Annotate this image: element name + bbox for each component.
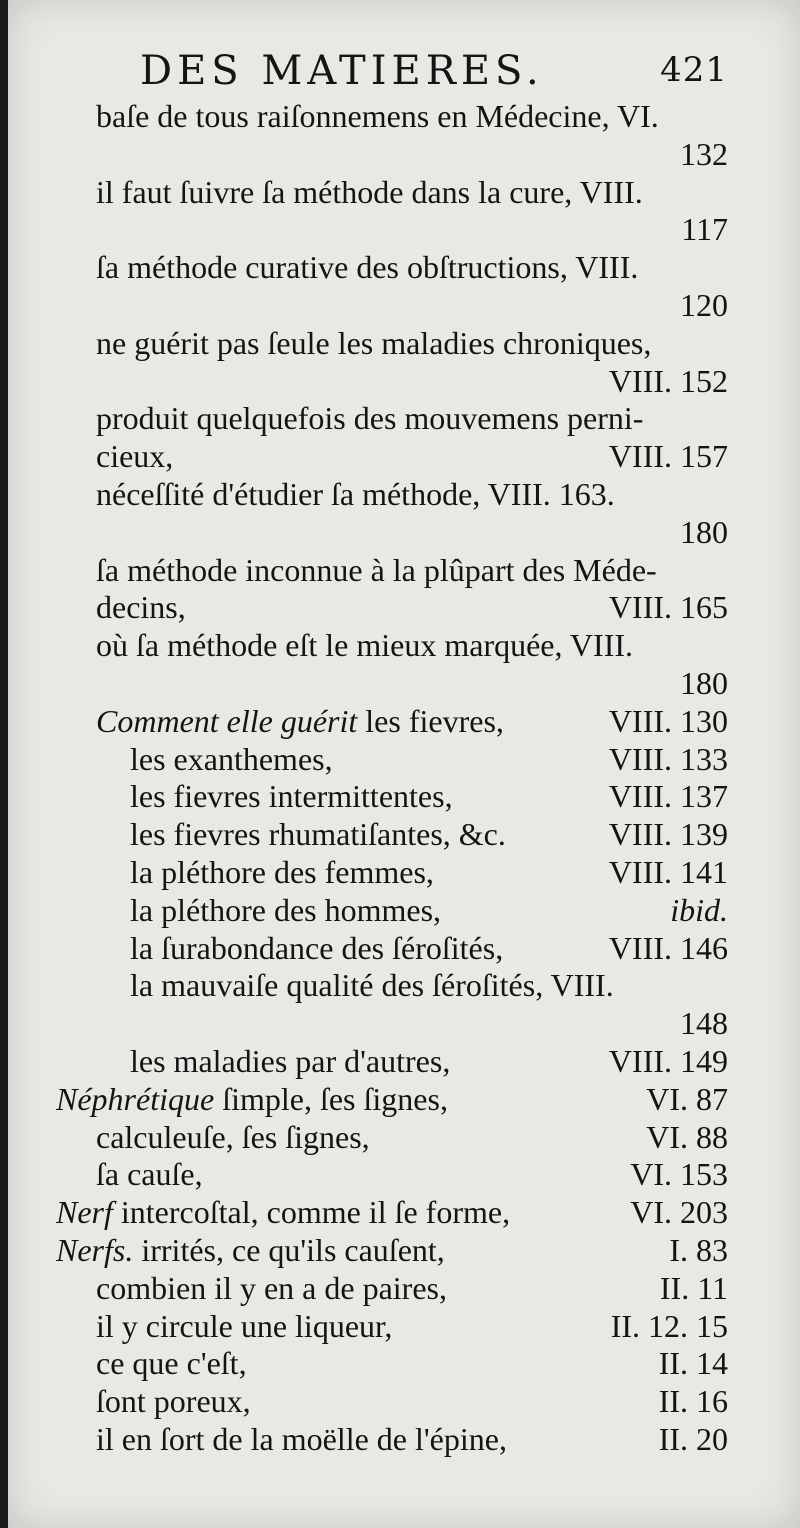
entry-description: les fievres rhumatiſantes, &c.: [130, 816, 506, 852]
entry-text: [130, 852, 434, 892]
index-line: [8, 776, 800, 816]
entry-text: [130, 1041, 450, 1081]
entry-reference: VI. 153: [630, 1156, 728, 1192]
entry-reference: I. 83: [669, 1232, 728, 1268]
entry-description: combien il y en a de paires,: [96, 1270, 447, 1306]
entry-reference: 132: [680, 136, 728, 172]
entry-description: baſe de tous raiſonnemens en Médecine, VI.: [96, 98, 659, 134]
entry-reference: VI. 203: [630, 1194, 728, 1230]
index-line: [8, 814, 800, 854]
index-line: [8, 1343, 800, 1383]
index-line: [8, 1079, 800, 1119]
entry-description: ſa cauſe,: [96, 1156, 203, 1192]
entry-text: [96, 96, 659, 136]
entry-description: néceſſité d'étudier ſa méthode, VIII. 163.: [96, 476, 615, 512]
index-line: [8, 928, 800, 968]
index-line: [8, 1192, 800, 1232]
index-line: [8, 209, 800, 249]
entry-reference: 148: [680, 1005, 728, 1041]
entry-reference: VIII. 139: [608, 816, 728, 852]
entry-description: intercoſtal, comme il ſe forme,: [112, 1194, 511, 1230]
entry-reference: 180: [680, 665, 728, 701]
index-line: [8, 96, 800, 136]
entry-keyword: Nerfs.: [56, 1232, 134, 1268]
entry-text: [130, 739, 333, 779]
entry-description: irrités, ce qu'ils cauſent,: [133, 1232, 445, 1268]
index-line: [8, 361, 800, 401]
entry-text: [96, 1419, 507, 1459]
entry-text: [130, 814, 506, 854]
entry-reference: 117: [681, 211, 728, 247]
entry-text: [96, 550, 657, 590]
entry-description: les maladies par d'autres,: [130, 1043, 451, 1079]
index-line: [8, 587, 800, 627]
index-line: [8, 663, 800, 703]
entry-text: [130, 890, 441, 930]
index-line: [8, 398, 800, 438]
index-line: [8, 1154, 800, 1194]
entry-reference: VIII. 130: [608, 703, 728, 739]
index-line: [8, 512, 800, 552]
entry-reference: II. 20: [658, 1421, 728, 1457]
entry-text: [96, 1381, 251, 1421]
entry-description: ce que c'eſt,: [96, 1345, 247, 1381]
index-line: [8, 134, 800, 174]
entry-text: [96, 474, 615, 514]
entry-keyword: Nerf: [56, 1194, 113, 1230]
entry-description: ne guérit pas ſeule les maladies chroniques,: [96, 325, 652, 361]
index-line: [8, 701, 800, 741]
entry-reference: 180: [680, 514, 728, 550]
entry-description: decins,: [96, 589, 186, 625]
entry-text: [130, 776, 453, 816]
index-line: [8, 965, 800, 1005]
entry-reference: II. 14: [658, 1345, 728, 1381]
index-line: [8, 247, 800, 287]
entry-description: les exanthemes,: [130, 741, 333, 777]
entry-text: [96, 587, 186, 627]
entry-description: il en ſort de la moëlle de l'épine,: [96, 1421, 507, 1457]
entry-description: la mauvaiſe qualité des ſéroſités, VIII.: [130, 967, 614, 1003]
entry-text: [96, 1268, 447, 1308]
index-line: [8, 323, 800, 363]
index-line: [8, 285, 800, 325]
index-line: [8, 1041, 800, 1081]
entry-description: les fievres intermittentes,: [130, 778, 453, 814]
running-title: DES MATIERES.: [140, 48, 544, 94]
entry-reference: II. 16: [658, 1383, 728, 1419]
entry-text: [56, 1192, 510, 1232]
entry-reference: 120: [680, 287, 728, 323]
entry-description: où ſa méthode eſt le mieux marquée, VIII.: [96, 627, 633, 663]
entry-description: la pléthore des hommes,: [130, 892, 442, 928]
index-line: [8, 1230, 800, 1270]
index-line: [8, 436, 800, 476]
entry-text: [96, 701, 504, 741]
index-line: [8, 1419, 800, 1459]
index-line: [8, 1003, 800, 1043]
index-line: [8, 1381, 800, 1421]
entry-text: [96, 1343, 247, 1383]
index-line: [8, 550, 800, 590]
index-line: [8, 890, 800, 930]
entry-description: il faut ſuivre ſa méthode dans la cure, VIII.: [96, 174, 643, 210]
entry-reference: VIII. 149: [608, 1043, 728, 1079]
index-line: [8, 1117, 800, 1157]
entry-reference: VIII. 133: [608, 741, 728, 777]
entry-description: ſa méthode curative des obſtructions, VIII.: [96, 249, 639, 285]
entry-reference: II. 11: [659, 1270, 728, 1306]
entry-description: cieux,: [96, 438, 174, 474]
entry-text: [56, 1079, 448, 1119]
entry-reference: VIII. 146: [608, 930, 728, 966]
entry-keyword: Néphrétique: [56, 1081, 215, 1117]
entry-reference: VI. 87: [646, 1081, 728, 1117]
entry-reference: II. 12. 15: [610, 1308, 728, 1344]
index-line: [8, 1268, 800, 1308]
entry-description: ſont poreux,: [96, 1383, 251, 1419]
entry-text: [96, 436, 173, 476]
entry-description: calculeuſe, ſes ſignes,: [96, 1119, 370, 1155]
entry-reference: VIII. 157: [608, 438, 728, 474]
entry-text: [96, 247, 638, 287]
book-page: [8, 0, 800, 1528]
page-number: 421: [660, 50, 728, 90]
entry-description: les fievres,: [357, 703, 504, 739]
entry-description: produit quelquefois des mouvemens perni-: [96, 400, 644, 436]
entry-text: [56, 1230, 445, 1270]
index-line: [8, 1306, 800, 1346]
index-line: [8, 739, 800, 779]
entry-reference: VIII. 152: [608, 363, 728, 399]
entry-reference: ibid.: [670, 892, 728, 928]
entry-text: [96, 323, 651, 363]
entry-text: [96, 1154, 203, 1194]
entry-description: ſimple, ſes ſignes,: [214, 1081, 448, 1117]
index-line: [8, 172, 800, 212]
entry-reference: VIII. 137: [608, 778, 728, 814]
entry-text: [96, 625, 633, 665]
entry-reference: VIII. 141: [608, 854, 728, 890]
entry-text: [130, 965, 614, 1005]
entry-text: [96, 172, 643, 212]
entry-text: [130, 928, 503, 968]
index-line: [8, 625, 800, 665]
entry-reference: VIII. 165: [608, 589, 728, 625]
entry-text: [96, 1117, 370, 1157]
index-line: [8, 852, 800, 892]
entry-description: la ſurabondance des ſéroſités,: [130, 930, 504, 966]
page-header: [8, 48, 800, 96]
index-line: [8, 474, 800, 514]
entry-description: il y circule une liqueur,: [96, 1308, 393, 1344]
entry-keyword: Comment elle guérit: [96, 703, 358, 739]
entry-text: [96, 398, 643, 438]
entry-description: la pléthore des femmes,: [130, 854, 434, 890]
entry-reference: VI. 88: [646, 1119, 728, 1155]
entry-description: ſa méthode inconnue à la plûpart des Méde-: [96, 552, 657, 588]
entry-text: [96, 1306, 392, 1346]
